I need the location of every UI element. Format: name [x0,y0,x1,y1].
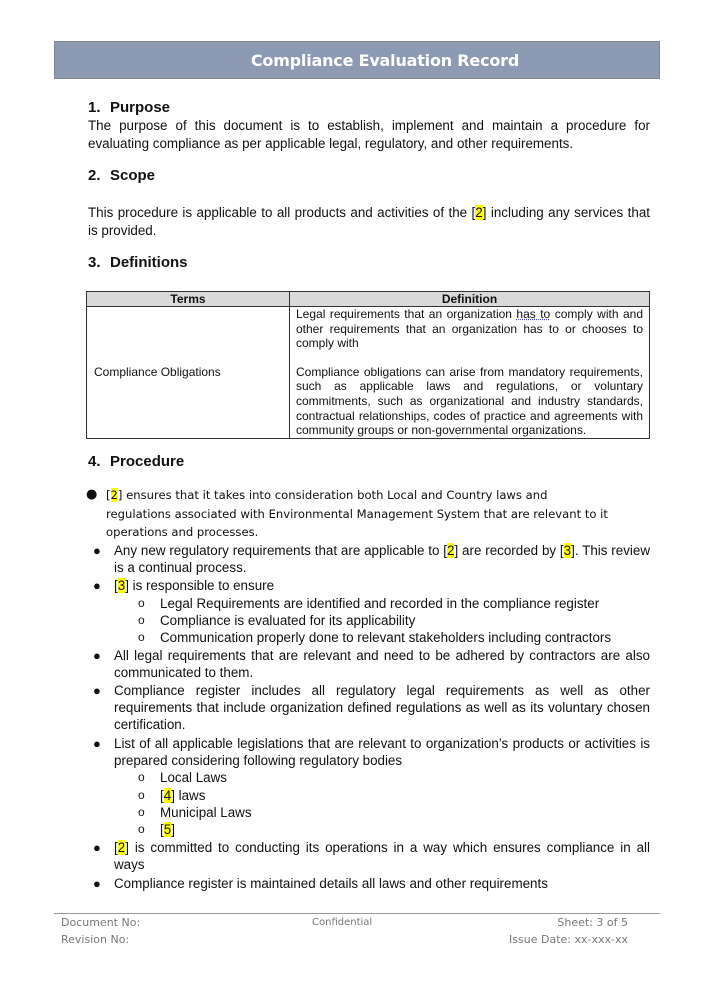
list-item: ● [3] is responsible to ensure [93,578,275,593]
placeholder-highlight: 2 [475,205,483,220]
section-heading-scope: 2. Scope [88,167,156,184]
bullet-icon: ● [93,578,101,593]
definition-paragraph: Compliance obligations can arise from mandatory requirements, such as applicable laws and regulations, or voluntary commitments, such as organizational and industry standards, contractual relationships, codes of practice and agreements with community groups or non-governmental organizations. [296,364,643,438]
definition-paragraph: Legal requirements that an organization has to comply with and other requirements that an organization has to or chooses to comply with [296,307,643,351]
circle-bullet-icon: o [138,805,145,819]
definitions-table [86,291,650,439]
section-heading-procedure: 4. Procedure [88,453,185,470]
table-header-row [87,292,650,307]
bullet-icon: ● [93,648,101,663]
sub-list-item: o Municipal Laws [138,805,252,820]
sub-list-item: o Legal Requirements are identified and recorded in the compliance register [138,596,600,611]
sub-list-item: o Local Laws [138,770,227,785]
scope-text: This procedure is applicable to all products and activities of the [2] including any services that is provided. [88,205,650,238]
sub-list-item: o Compliance is evaluated for its applicability [138,613,416,628]
bullet-icon: ● [93,736,101,751]
column-header-definition: Definition [290,292,650,307]
section-heading-definitions: 3. Definitions [88,254,188,271]
list-item: ● [2] is committed to conducting its operations in a way which ensures compliance in all ways [93,840,650,873]
circle-bullet-icon: o [138,613,145,627]
circle-bullet-icon: o [138,630,145,644]
document-title: Compliance Evaluation Record [250,50,520,70]
term-cell: Compliance Obligations [87,307,290,439]
bullet-icon: ● [93,543,101,558]
footer-sheet: Sheet: 3 of 5 [557,916,628,929]
document-title-bar [54,41,660,79]
footer-divider [54,913,660,914]
definition-cell [290,307,650,439]
table-row [87,307,650,439]
column-header-terms: Terms [87,292,290,307]
section-heading-purpose: 1. Purpose [88,99,171,116]
circle-bullet-icon: o [138,822,145,836]
footer-confidential: Confidential [312,917,373,928]
purpose-text: The purpose of this document is to establish, implement and maintain a procedure for evaluating compliance as per applicable legal, regulatory, and other requirements. [88,118,650,151]
list-item: ● Compliance register is maintained details all laws and other requirements [93,876,548,891]
list-item: ● List of all applicable legislations that are relevant to organization’s products or activities is prepared considering following regulatory bodies [93,736,650,769]
footer-revision-no: Revision No: [61,933,130,946]
circle-bullet-icon: o [138,596,145,610]
bullet-icon: ● [93,876,101,891]
circle-bullet-icon: o [138,788,145,802]
list-item: ● Any new regulatory requirements that are applicable to [2] are recorded by [3]. This review is a continual process. [93,543,650,576]
sub-list-item: o Communication properly done to relevant stakeholders including contractors [138,630,612,645]
sub-list-item: o [5] [138,822,175,837]
footer-document-no: Document No: [61,916,141,929]
bullet-icon: ● [93,840,101,855]
list-item: ● [2] ensures that it takes into consideration both Local and Country laws and regulations associated with Environmental Management System that are relevant to it operations and processes. [86,487,608,540]
bullet-icon: ● [93,683,101,698]
list-item: ● Compliance register includes all regulatory legal requirements as well as other requirements that include organization defined regulations as well as its voluntary chosen certification. [93,683,650,733]
circle-bullet-icon: o [138,770,145,784]
list-item: ● All legal requirements that are relevant and need to be adhered by contractors are also communicated to them. [93,648,650,681]
bullet-icon: ● [86,487,98,502]
sub-list-item: o [4] laws [138,788,206,803]
footer-issue-date: Issue Date: xx-xxx-xx [509,933,628,946]
